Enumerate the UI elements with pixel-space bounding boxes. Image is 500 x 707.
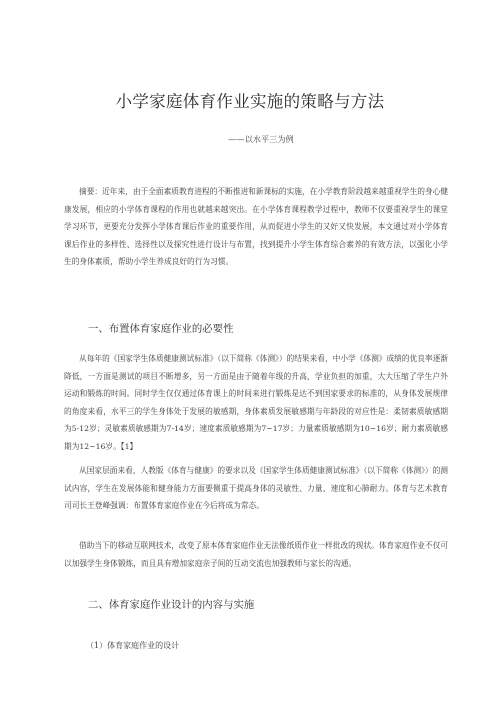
section-1-paragraph-1: 从每年的《国家学生体质健康测试标准》（以下简称《体测》）的结果来看，中小学《体测》成绩的优良率逐渐降低，一方面是测试的项目不断增多，另一方面是由于随着年级的升高，学业负担的加重，大大压缩了学生户外运动和锻炼的时间。同时学生仅仅通过体育课上的时间来进行锻炼是达不到国家要求的标准的，从身体发展规律的角度来看，水平三的学生身体处于发展的敏感期，身体素质发展敏感期与年龄段的对应性是：柔韧素质敏感期为5-12岁；灵敏素质敏感期为7-14岁；速度素质敏感期为7~17岁；力量素质敏感期为10~16岁；耐力素质敏感期为12~16岁。【1】	[64, 354, 448, 451]
document-subtitle: ——以水平三为例	[228, 134, 294, 144]
section-1-paragraph-2: 从国家层面来看，人教版《体育与健康》的要求以及《国家学生体质健康测试标准》（以下简称《体测》）的测试内容，学生在发展体能和健身能力方面要侧重于提高身体的灵敏性、力量、速度和心肺耐力。体育与艺术教育司司长王登峰强调：布置体育家庭作业在今后将成为常态。	[64, 466, 448, 511]
abstract-paragraph: 摘要：近年来，由于全面素质教育进程的不断推进和新课标的实施，在小学教育阶段越来越重视学生的身心健康发展，相应的小学体育课程的作用也就越来越突出。在小学体育课程教学过程中，教师不仅要重视学生的课堂学习环节，更要充分发挥小学体育课后作业的重要作用，从而促进小学生的又好又快发展，本文通过对小学体育课后作业的多样性、选择性以及探究性进行设计与布置，找到提升小学生体育综合素养的有效方法，以强化小学生的身体素质，帮助小学生养成良好的行为习惯。	[64, 187, 449, 267]
section-2-heading: 二、体育家庭作业设计的内容与实施	[88, 599, 255, 611]
section-1-heading: 一、布置体育家庭作业的必要性	[88, 323, 234, 335]
section-1-paragraph-3: 借助当下的移动互联网技术，改变了原本体育家庭作业无法像纸质作业一样批改的现状。体育家庭作业不仅可以加强学生身体锻炼，而且具有增加家庭亲子间的互动交流也加强教师与家长的沟通。	[64, 541, 449, 568]
document-title: 小学家庭体育作业实施的策略与方法	[115, 92, 385, 111]
section-2-subheading: （1）体育家庭作业的设计	[86, 641, 180, 650]
